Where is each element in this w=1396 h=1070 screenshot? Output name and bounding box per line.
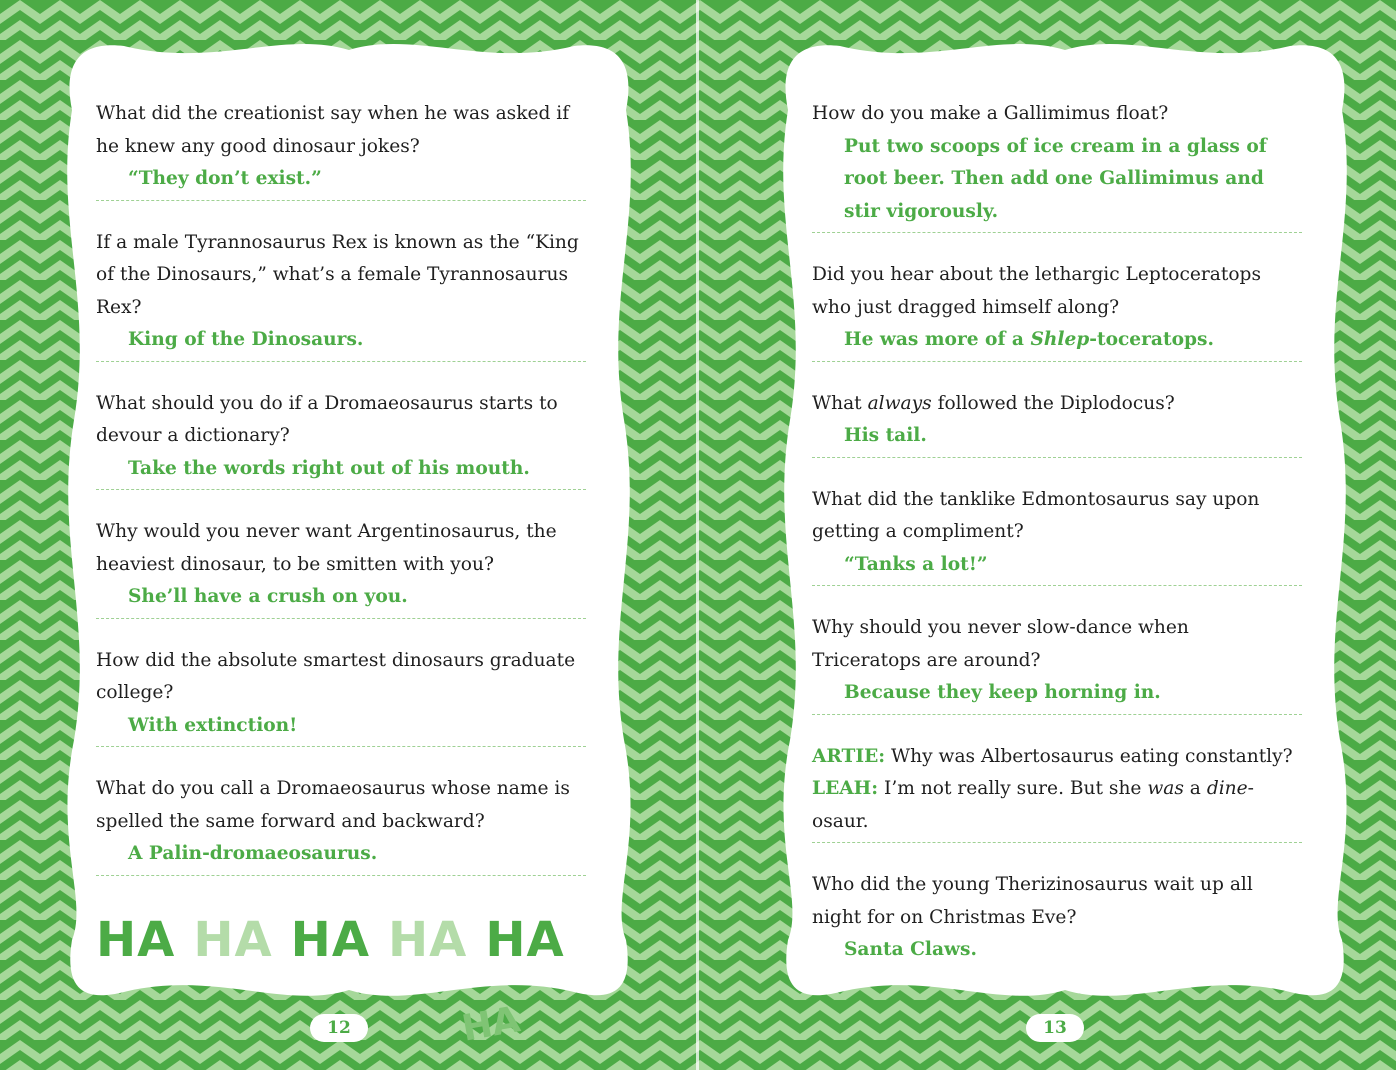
joke (96, 211, 586, 372)
joke-question: Why should you never slow-dance when Triceratops are around? (812, 617, 1189, 671)
dashed-divider (812, 361, 1302, 362)
dashed-divider (96, 200, 586, 201)
speaker-label: ARTIE: (812, 745, 886, 767)
joke (96, 757, 586, 886)
page-number-right: 13 (1026, 1014, 1084, 1042)
dashed-divider (812, 232, 1302, 233)
joke-answer: His tail. (844, 425, 927, 446)
ha-word: HA (193, 911, 273, 968)
dashed-divider (96, 746, 586, 747)
joke (812, 596, 1302, 725)
joke (96, 629, 586, 758)
answer-text: He was more of a (844, 329, 1031, 350)
dashed-divider (96, 361, 586, 362)
dialogue-joke (812, 725, 1302, 854)
joke-question: Who did the young Therizinosaurus wait up all night for on Christmas Eve? (812, 874, 1253, 928)
joke-question: Why would you never want Argentinosaurus, the heaviest dinosaur, to be smitten with you? (96, 521, 557, 575)
question-text: followed the Diplodocus? (931, 392, 1175, 414)
dashed-divider (96, 618, 586, 619)
joke-answer (812, 324, 1302, 357)
joke-question: What did the tanklike Edmontosaurus say upon getting a compliment? (812, 488, 1260, 542)
joke (812, 98, 1302, 243)
dialogue-line (812, 741, 1302, 774)
joke-question: Did you hear about the lethargic Leptoceratops who just dragged himself along? (812, 264, 1261, 318)
dashed-divider (812, 457, 1302, 458)
joke (812, 372, 1302, 468)
ha-word: HA (485, 911, 565, 968)
dashed-divider (812, 714, 1302, 715)
joke-answer: “Tanks a lot!” (844, 553, 988, 575)
dialogue-text: Why was Albertosaurus eating constantly? (885, 745, 1293, 767)
joke (812, 853, 1302, 977)
dialogue-line (812, 773, 1302, 838)
joke (812, 468, 1302, 597)
joke (96, 500, 586, 629)
dialogue-text: I’m not really sure. But she (878, 778, 1148, 799)
page-number-left: 12 (310, 1014, 368, 1042)
dashed-divider (96, 875, 586, 876)
joke-answer: A Palin-dromaeosaurus. (128, 843, 378, 864)
ha-word: HA (96, 911, 176, 968)
joke-answer: Take the words right out of his mouth. (128, 457, 530, 479)
left-page-content (96, 98, 586, 966)
joke-answer: Santa Claws. (844, 939, 977, 960)
question-text: What (812, 392, 868, 414)
joke-answer: Put two scoops of ice cream in a glass of root beer. Then add one Gallimimus and stir vigorously. (844, 135, 1267, 222)
joke-question: What should you do if a Dromaeosaurus starts to devour a dictionary? (96, 392, 558, 446)
question-emphasis: always (867, 392, 932, 414)
ha-banner (96, 911, 586, 968)
dialogue-emphasis: was (1147, 778, 1184, 799)
joke-answer: Because they keep horning in. (844, 682, 1161, 703)
ha-decoration: HA (458, 999, 524, 1050)
page-gutter (696, 0, 699, 1070)
dialogue-emphasis: dine (1206, 778, 1248, 799)
joke (96, 98, 586, 211)
dashed-divider (96, 489, 586, 490)
dashed-divider (812, 585, 1302, 586)
joke-question: What do you call a Dromaeosaurus whose name is spelled the same forward and backward? (96, 778, 570, 832)
joke-answer: With extinction! (128, 714, 298, 736)
answer-text: -toceratops. (1089, 329, 1214, 350)
answer-emphasis: Shlep (1030, 329, 1090, 350)
ha-word: HA (387, 911, 468, 968)
joke-question: What did the creationist say when he was asked if he knew any good dinosaur jokes? (96, 103, 570, 157)
joke-question: How do you make a Gallimimus float? (812, 103, 1169, 124)
dialogue-text: a (1183, 778, 1207, 799)
joke-question: If a male Tyrannosaurus Rex is known as the “King of the Dinosaurs,” what’s a female Tyrannosaurus Rex? (96, 231, 579, 318)
joke-answer: She’ll have a crush on you. (128, 586, 408, 607)
joke (812, 243, 1302, 372)
joke-question (812, 388, 1302, 421)
right-page-content (812, 98, 1302, 977)
dialogue-text: -osaur. (812, 778, 1254, 832)
ha-word: HA (290, 911, 370, 968)
joke-answer: King of the Dinosaurs. (128, 329, 364, 350)
joke (96, 372, 586, 501)
joke-answer: “They don’t exist.” (128, 168, 322, 189)
joke-question: How did the absolute smartest dinosaurs graduate college? (96, 649, 576, 703)
speaker-label: LEAH: (812, 778, 879, 799)
dashed-divider (812, 842, 1302, 843)
